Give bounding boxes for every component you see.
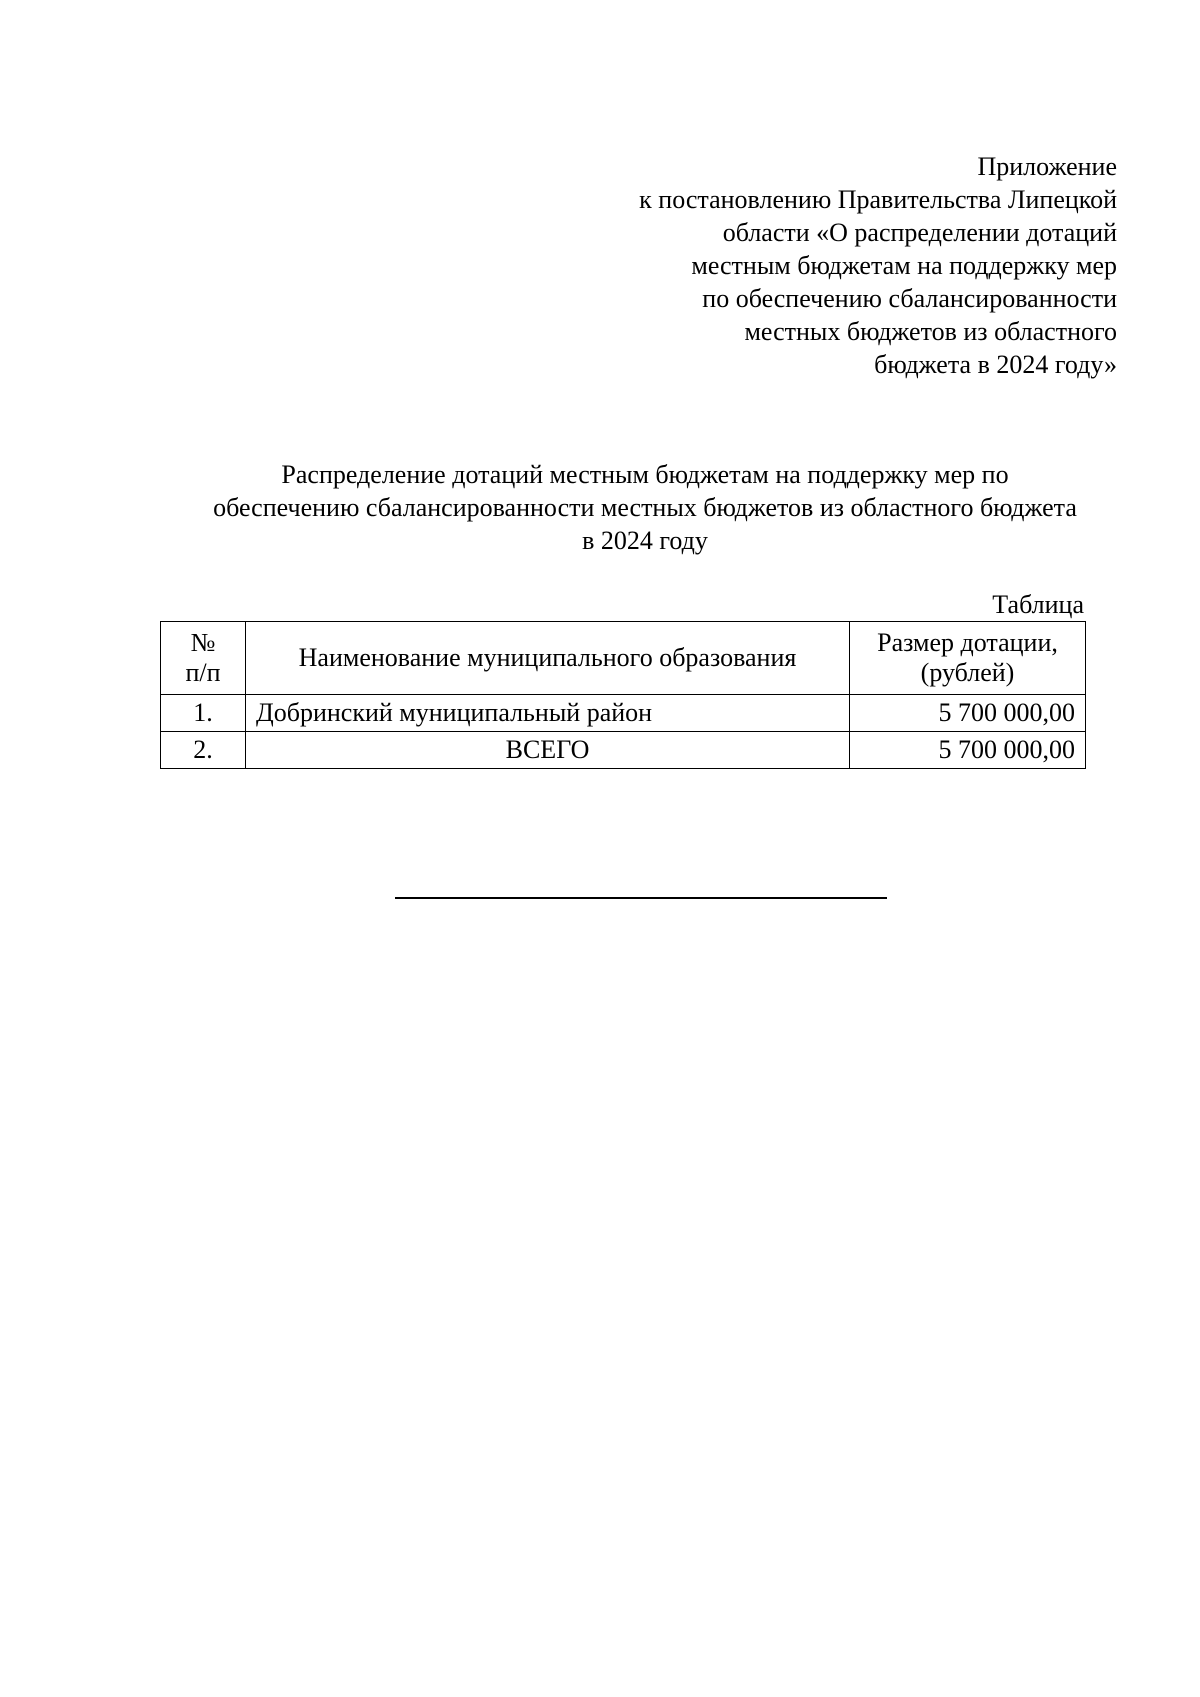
header-amount-unit: (рублей) — [920, 658, 1015, 687]
header-number-symbol: № — [190, 628, 216, 657]
row-name-total: ВСЕГО — [246, 732, 850, 769]
header-name: Наименование муниципального образования — [246, 622, 850, 695]
title-line: Распределение дотаций местным бюджетам на поддержку мер по — [281, 460, 1009, 489]
row-amount-total: 5 700 000,00 — [850, 732, 1086, 769]
header-number-abbr: п/п — [185, 658, 221, 687]
appendix-line: местных бюджетов из областного — [744, 317, 1117, 346]
header-amount-label: Размер дотации, — [877, 628, 1058, 657]
end-separator-line — [395, 897, 887, 899]
header-number — [161, 622, 246, 695]
table-caption: Таблица — [992, 590, 1084, 619]
row-number: 2. — [161, 732, 246, 769]
table-row-total — [161, 732, 1086, 769]
row-name: Добринский муниципальный район — [246, 695, 850, 732]
row-number: 1. — [161, 695, 246, 732]
allocation-table — [160, 621, 1086, 769]
appendix-line: местным бюджетам на поддержку мер — [691, 251, 1117, 280]
appendix-line: к постановлению Правительства Липецкой — [639, 185, 1117, 214]
appendix-line: Приложение — [977, 152, 1117, 181]
document-title — [120, 458, 1170, 557]
appendix-line: области «О распределении дотаций — [722, 218, 1117, 247]
appendix-header — [639, 150, 1117, 381]
row-amount: 5 700 000,00 — [850, 695, 1086, 732]
table-row — [161, 695, 1086, 732]
title-line: в 2024 году — [582, 526, 708, 555]
appendix-line: по обеспечению сбалансированности — [702, 284, 1117, 313]
appendix-line: бюджета в 2024 году» — [874, 350, 1117, 379]
table-header-row — [161, 622, 1086, 695]
header-amount — [850, 622, 1086, 695]
title-line: обеспечению сбалансированности местных бюджетов из областного бюджета — [213, 493, 1077, 522]
